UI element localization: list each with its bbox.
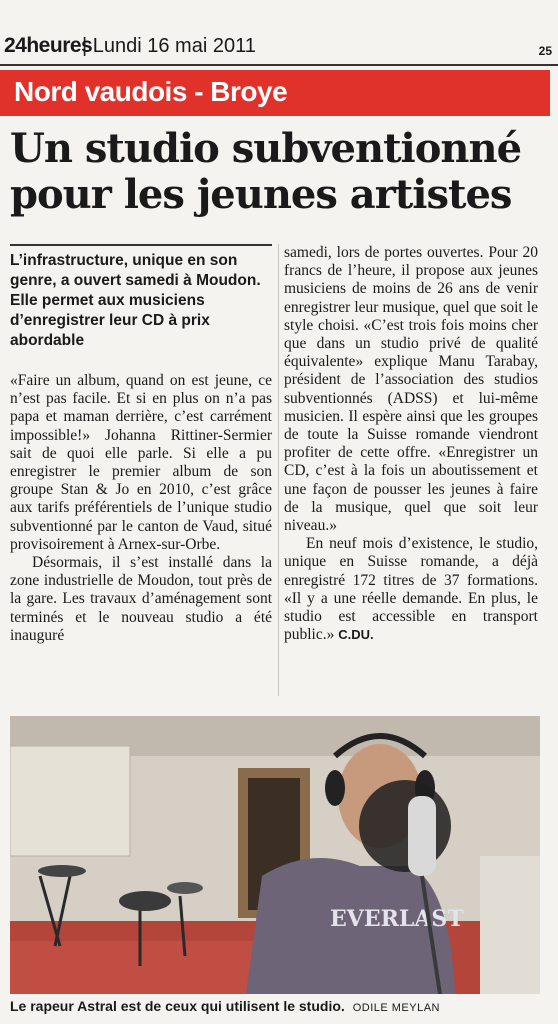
- headline: Un studio subventionné pour les jeunes artistes: [10, 125, 522, 218]
- studio-photo-illustration: [10, 716, 540, 994]
- body-paragraph: «Faire un album, quand on est jeune, ce n’est pas facile. Et si en plus on n’a pas papa et maman derrière, c’est carrément impossible!» Johanna Rittiner-Sermier sait de quoi elle parle. Si elle a pu enregistrer le premier album de son groupe Stan & Jo en 2010, c’est grâce aux tarifs préférentiels de l’unique studio subventionné par le canton de Vaud, situé provisoirement à Arnex-sur-Orbe.: [10, 372, 272, 553]
- issue-date: | Lundi 16 mai 2011: [82, 35, 256, 57]
- body-paragraph-text: En neuf mois d’existence, le studio, unique en Suisse romande, a déjà enregistré 172 titres de 37 formations. «Il y a une réelle demande. En plus, le studio est accessible en transport public.»: [284, 535, 538, 644]
- body-paragraph: Désormais, il s’est installé dans la zone industrielle de Moudon, tout près de la gare. Les travaux d’aménagement sont terminés et le nouveau studio a été inauguré: [10, 554, 272, 644]
- lede: L’infrastructure, unique en son genre, a ouvert samedi à Moudon. Elle permet aux musiciens d’enregistrer leur CD à prix abordable: [10, 252, 261, 349]
- column-divider: [278, 244, 279, 696]
- author-signoff: C.DU.: [338, 627, 374, 643]
- photo-caption: [10, 998, 550, 1014]
- masthead: [0, 30, 558, 64]
- page-number: 25: [538, 44, 552, 58]
- body-paragraph: samedi, lors de portes ouvertes. Pour 20 francs de l’heure, il propose aux jeunes musiciens de moins de 26 ans de venir enregistrer leur musique, quel que soit le style choisi. «C’est trois fois moins cher que dans un studio privé de qualité équivalente» explique Manu Tarabay, président de l’association des studios subventionnés (ADSS) et lui-même musicien. Il espère ainsi que les groupes de toute la Suisse romande viendront profiter de cette offre. «Enregistrer un CD, c’est à la fois un aboutissement et une façon de pousser les jeunes à faire de la musique, quel que soit leur niveau.»: [284, 244, 538, 535]
- masthead-rule: [0, 64, 558, 66]
- body-column-right: [284, 244, 538, 644]
- body-paragraph: [284, 535, 538, 644]
- caption-text: Le rapeur Astral est de ceux qui utilisent le studio.: [10, 998, 345, 1014]
- newspaper-brand: 24heures: [4, 34, 93, 57]
- shirt-print: EVERLAST: [330, 906, 464, 932]
- body-column-left: [10, 372, 272, 645]
- photo-credit: ODILE MEYLAN: [352, 1002, 440, 1014]
- section-title: Nord vaudois - Broye: [14, 76, 288, 107]
- article-photo: [10, 716, 540, 994]
- lede-rule: [10, 244, 272, 246]
- section-band: [0, 70, 550, 116]
